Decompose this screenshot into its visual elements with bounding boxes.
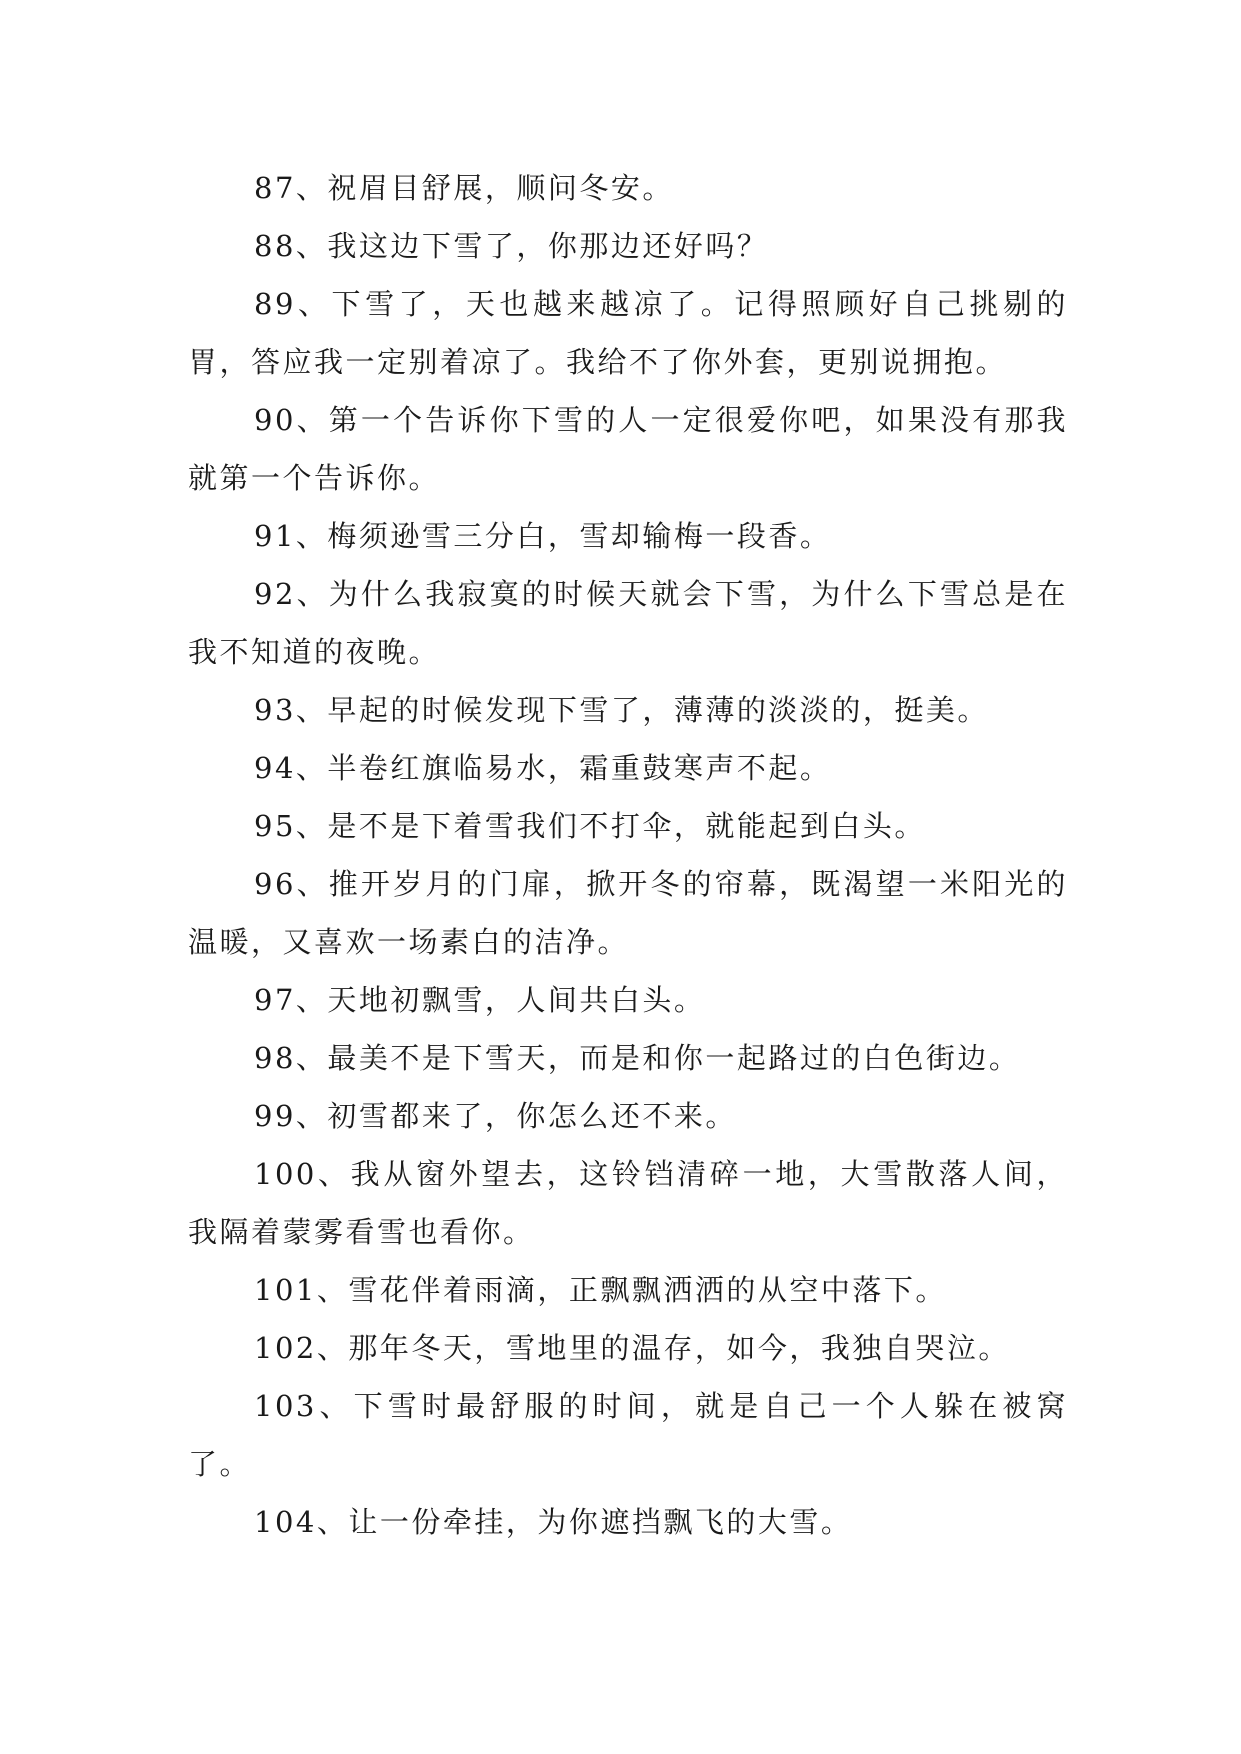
paragraph-91: 91、梅须逊雪三分白，雪却输梅一段香。 <box>254 519 832 553</box>
paragraph-90: 90、第一个告诉你下雪的人一定很爱你吧，如果没有那我就第一个告诉你。 <box>188 403 1068 495</box>
paragraph-100: 100、我从窗外望去，这铃铛清碎一地，大雪散落人间，我隔着蒙雾看雪也看你。 <box>188 1157 1068 1249</box>
paragraph-88: 88、我这边下雪了，你那边还好吗？ <box>254 229 769 263</box>
paragraph-101: 101、雪花伴着雨滴，正飘飘洒洒的从空中落下。 <box>254 1273 947 1307</box>
paragraph-97: 97、天地初飘雪，人间共白头。 <box>254 983 706 1017</box>
paragraph-102: 102、那年冬天，雪地里的温存，如今，我独自哭泣。 <box>254 1331 1010 1365</box>
paragraph-95: 95、是不是下着雪我们不打伞，就能起到白头。 <box>254 809 926 843</box>
document-body <box>188 159 1068 1551</box>
paragraph-92: 92、为什么我寂寞的时候天就会下雪，为什么下雪总是在我不知道的夜晚。 <box>188 577 1068 669</box>
paragraph-93: 93、早起的时候发现下雪了，薄薄的淡淡的，挺美。 <box>254 693 989 727</box>
paragraph-87: 87、祝眉目舒展，顺问冬安。 <box>254 171 674 205</box>
paragraph-103: 103、下雪时最舒服的时间，就是自己一个人躲在被窝了。 <box>188 1389 1068 1481</box>
paragraph-104: 104、让一份牵挂，为你遮挡飘飞的大雪。 <box>254 1505 853 1539</box>
paragraph-96: 96、推开岁月的门扉，掀开冬的帘幕，既渴望一米阳光的温暖，又喜欢一场素白的洁净。 <box>188 867 1068 959</box>
paragraph-99: 99、初雪都来了，你怎么还不来。 <box>254 1099 737 1133</box>
paragraph-94: 94、半卷红旗临易水，霜重鼓寒声不起。 <box>254 751 832 785</box>
paragraph-89: 89、下雪了，天也越来越凉了。记得照顾好自己挑剔的胃，答应我一定别着凉了。我给不了你外套，更别说拥抱。 <box>188 287 1068 379</box>
paragraph-98: 98、最美不是下雪天，而是和你一起路过的白色街边。 <box>254 1041 1021 1075</box>
